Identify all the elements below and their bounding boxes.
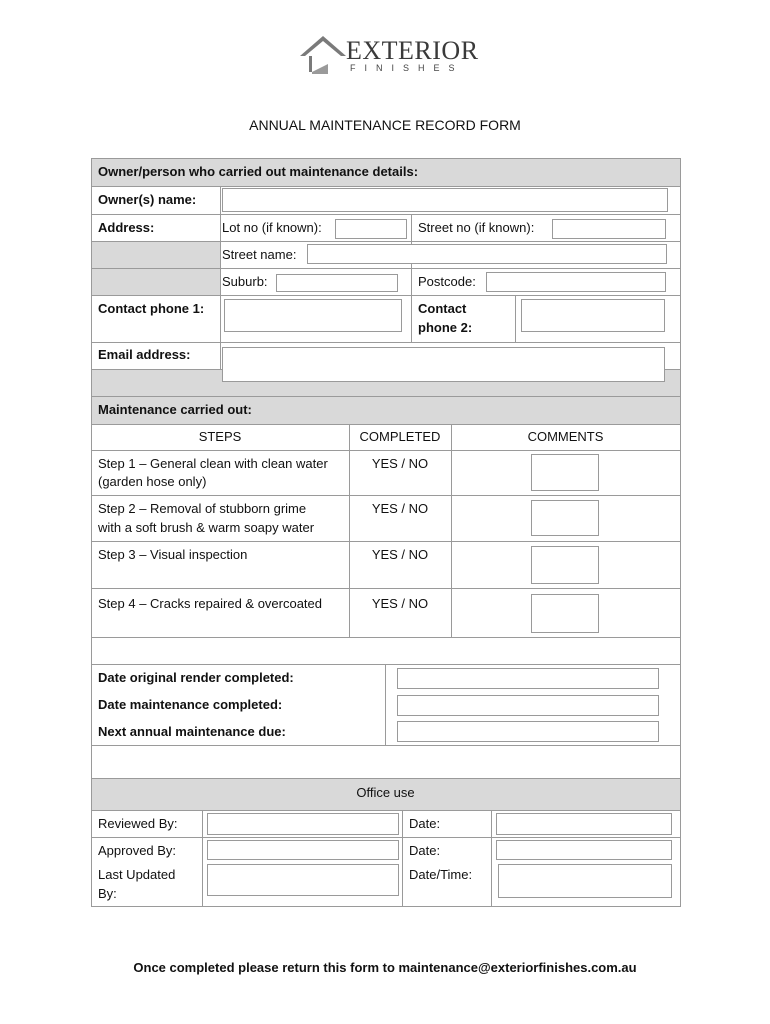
phone1-input[interactable] (224, 299, 402, 332)
street-no-input[interactable] (552, 219, 666, 239)
last-updated-input[interactable] (207, 864, 399, 896)
phone2-label-line1: Contact (418, 301, 467, 316)
maintenance-completed-label: Date maintenance completed: (98, 697, 283, 712)
company-logo (298, 34, 479, 76)
step4-comment-input[interactable] (531, 594, 599, 633)
maintenance-completed-input[interactable] (397, 695, 659, 716)
steps-column-header: STEPS (198, 429, 242, 444)
date1-label: Date: (409, 816, 441, 831)
logo-brand-text: EXTERIOR (346, 36, 479, 65)
address-label: Address: (98, 220, 155, 235)
render-completed-label: Date original render completed: (98, 670, 294, 685)
footer-instructions: Once completed please return this form to maintenance@exteriorfinishes.com.au (133, 960, 637, 975)
suburb-label: Suburb: (222, 274, 268, 289)
date2-label: Date: (409, 843, 441, 858)
phone2-input[interactable] (521, 299, 665, 332)
step2-comment-input[interactable] (531, 500, 599, 536)
approved-by-input[interactable] (207, 840, 399, 860)
maintenance-heading: Maintenance carried out: (98, 402, 252, 417)
street-no-label: Street no (if known): (418, 220, 535, 235)
render-completed-input[interactable] (397, 668, 659, 689)
page-title: ANNUAL MAINTENANCE RECORD FORM (249, 117, 521, 133)
step1-text: Step 1 – General clean with clean water (98, 456, 328, 471)
owner-name-label: Owner(s) name: (98, 192, 197, 207)
owner-section-heading: Owner/person who carried out maintenance details: (98, 164, 419, 179)
logo-sub-text: FINISHES (350, 63, 464, 73)
step4-completed[interactable]: YES / NO (371, 596, 429, 611)
step1-text-line2: (garden hose only) (98, 474, 207, 489)
last-updated-label: Last Updated (98, 867, 176, 882)
next-due-label: Next annual maintenance due: (98, 724, 286, 739)
lot-label: Lot no (if known): (222, 220, 322, 235)
last-updated-label-line2: By: (98, 886, 117, 901)
step3-text: Step 3 – Visual inspection (98, 547, 248, 562)
street-name-input[interactable] (307, 244, 667, 264)
lot-input[interactable] (335, 219, 407, 239)
step1-comment-input[interactable] (531, 454, 599, 491)
owner-name-input[interactable] (222, 188, 668, 212)
phone2-label-line2: phone 2: (418, 320, 473, 335)
datetime-label: Date/Time: (409, 867, 473, 882)
date1-input[interactable] (496, 813, 672, 835)
postcode-label: Postcode: (418, 274, 476, 289)
office-use-heading: Office use (356, 785, 415, 800)
maintenance-form (91, 158, 680, 907)
step3-comment-input[interactable] (531, 546, 599, 584)
step1-completed[interactable]: YES / NO (371, 456, 429, 471)
step2-text: Step 2 – Removal of stubborn grime (98, 501, 307, 516)
reviewed-by-input[interactable] (207, 813, 399, 835)
datetime-input[interactable] (498, 864, 672, 898)
step4-text: Step 4 – Cracks repaired & overcoated (98, 596, 323, 611)
next-due-input[interactable] (397, 721, 659, 742)
email-input[interactable] (222, 347, 665, 382)
postcode-input[interactable] (486, 272, 666, 292)
step2-completed[interactable]: YES / NO (371, 501, 429, 516)
house-roof-icon (298, 34, 348, 76)
completed-column-header: COMPLETED (359, 429, 441, 444)
approved-by-label: Approved By: (98, 843, 177, 858)
date2-input[interactable] (496, 840, 672, 860)
phone1-label: Contact phone 1: (98, 301, 205, 316)
comments-column-header: COMMENTS (527, 429, 604, 444)
email-label: Email address: (98, 347, 191, 362)
street-name-label: Street name: (222, 247, 297, 262)
step2-text-line2: with a soft brush & warm soapy water (98, 520, 315, 535)
step3-completed[interactable]: YES / NO (371, 547, 429, 562)
reviewed-by-label: Reviewed By: (98, 816, 178, 831)
suburb-input[interactable] (276, 274, 398, 292)
